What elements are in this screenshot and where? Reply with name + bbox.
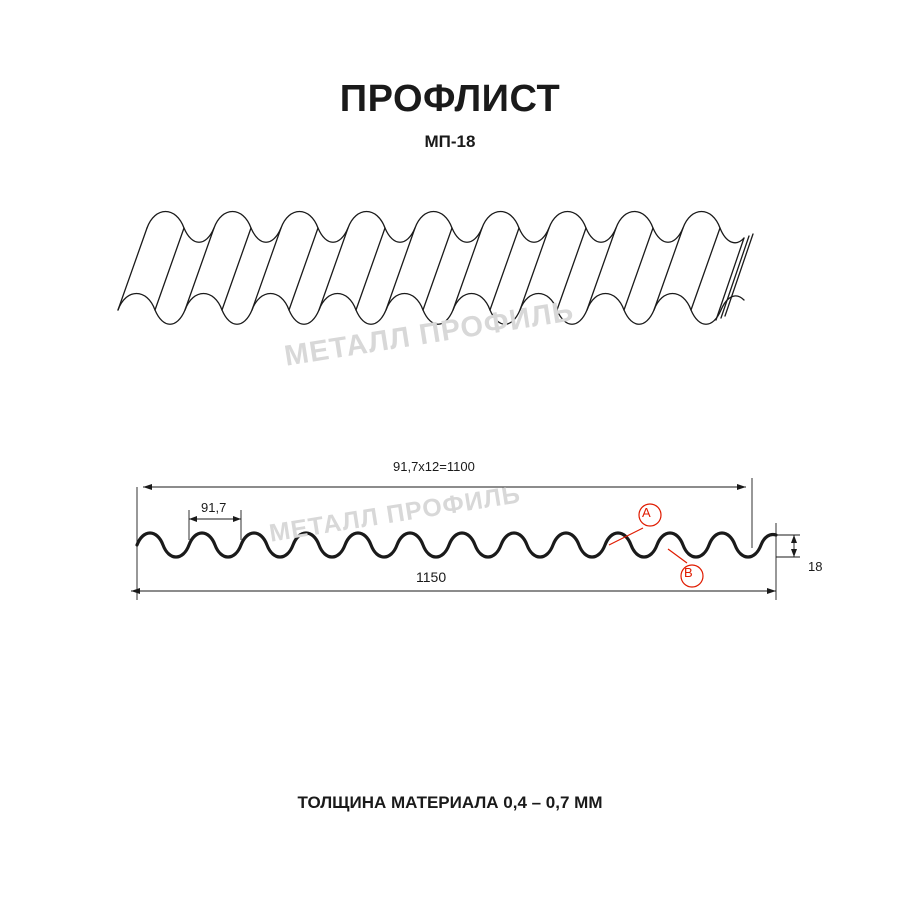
callout-label-a: A — [642, 505, 651, 520]
dimension-label-pitch-total: 91,7х12=1100 — [393, 459, 475, 474]
dimension-line-overall — [131, 588, 776, 594]
dimension-label-pitch-single: 91,7 — [201, 500, 227, 515]
dimension-line-total-top — [143, 484, 746, 490]
watermark-top: МЕТАЛЛ ПРОФИЛЬ — [282, 295, 577, 373]
dimension-label-overall-width: 1150 — [416, 569, 447, 585]
isometric-sheet — [118, 212, 753, 325]
extension-lines — [137, 478, 800, 600]
dimension-line-height — [791, 535, 797, 557]
material-thickness-note: ТОЛЩИНА МАТЕРИАЛА 0,4 – 0,7 ММ — [297, 793, 603, 812]
dimension-label-profile-height: 18 — [808, 559, 823, 574]
watermark-bottom: МЕТАЛЛ ПРОФИЛЬ — [267, 480, 523, 548]
page-title: ПРОФЛИСТ — [339, 78, 561, 120]
section-view — [131, 478, 800, 600]
section-profile-path — [137, 533, 776, 557]
product-code: МП-18 — [424, 132, 476, 151]
callout-label-b: B — [684, 565, 693, 580]
dimension-line-pitch — [189, 516, 241, 522]
